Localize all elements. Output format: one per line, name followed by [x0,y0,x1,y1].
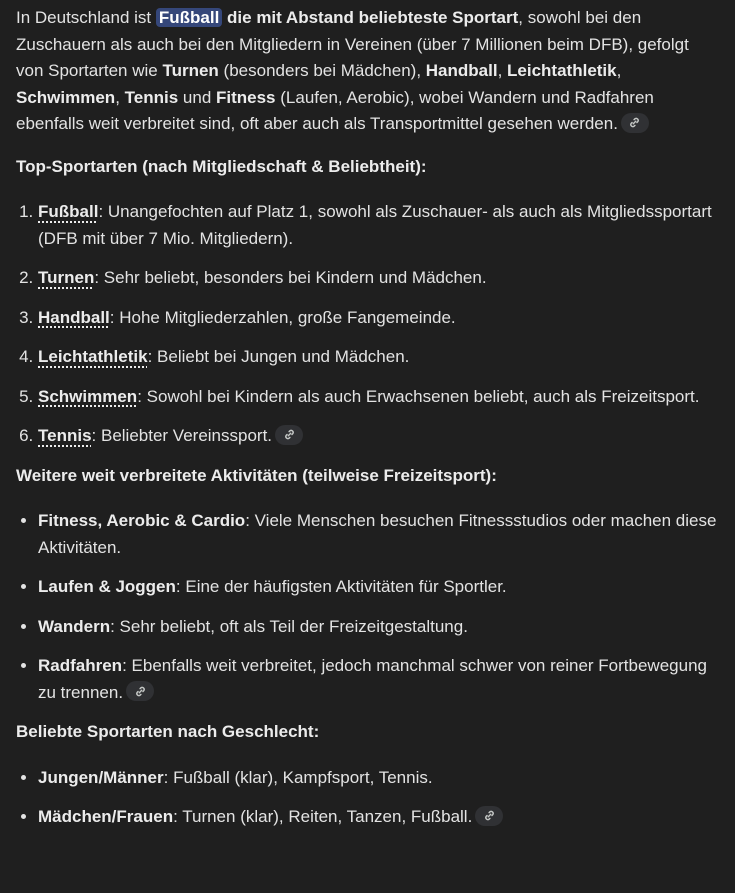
activity-description: : Viele Menschen besuchen Fitnessstudios oder machen diese Aktivitäten. [38,511,717,557]
group-name: Jungen/Männer [38,767,164,787]
source-link-button[interactable] [126,681,154,701]
sport-name[interactable]: Tennis [38,426,92,445]
source-link-button[interactable] [275,425,303,445]
list-item [38,653,719,706]
intro-bold: Turnen [162,61,219,80]
section-heading-other-activities: Weitere weit verbreitete Aktivitäten (teilweise Freizeitsport): [16,465,497,485]
sport-description: : Sowohl bei Kindern als auch Erwachsenen beliebt, auch als Freizeitsport. [137,386,700,406]
link-icon [483,809,496,822]
section-heading-gender: Beliebte Sportarten nach Geschlecht: [16,722,320,741]
other-activities-list [16,508,719,706]
sport-name[interactable]: Fußball [38,202,99,221]
list-item [38,614,719,641]
group-name: Mädchen/Frauen [38,807,174,826]
sport-name[interactable]: Turnen [38,268,95,287]
sport-description: : Beliebter Vereinssport. [91,426,273,445]
activity-name: Wandern [38,616,111,636]
intro-bold: die mit Abstand beliebteste Sportart [222,8,519,27]
list-item [38,508,719,561]
sport-description: : Beliebt bei Jungen und Mädchen. [147,347,410,366]
group-description: : Fußball (klar), Kampfsport, Tennis. [163,767,433,787]
intro-text: , [115,87,125,107]
list-item [38,804,719,831]
list-item [38,265,719,292]
link-icon [283,428,296,441]
group-description: : Turnen (klar), Reiten, Tanzen, Fußball. [173,807,473,826]
intro-text: und [178,87,216,107]
source-link-button[interactable] [621,113,649,133]
source-link-button[interactable] [475,806,503,826]
activity-description: : Sehr beliebt, oft als Teil der Freizeitgestaltung. [110,616,468,636]
list-item [38,305,719,332]
intro-bold: Schwimmen [16,87,116,107]
intro-bold: Leichtathletik [507,61,617,80]
link-icon [628,116,641,129]
intro-text: , sowohl bei den Zuschauern als auch bei den Mitgliedern in Vereinen (über 7 Millionen beim DFB), gefolgt von Sportarten wie [16,8,689,80]
list-item [38,765,719,792]
highlight-fussball[interactable]: Fußball [156,8,222,27]
intro-bold: Fitness [216,87,276,107]
sport-name[interactable]: Handball [38,307,110,327]
activity-description: : Eine der häufigsten Aktivitäten für Sportler. [175,577,507,596]
link-icon [134,685,147,698]
intro-paragraph [16,5,719,138]
sport-description: : Unangefochten auf Platz 1, sowohl als Zuschauer- als auch als Mitgliedssportart (DFB mit über 7 Mio. Mitgliedern). [38,202,712,248]
activity-name: Radfahren [38,656,123,675]
list-item [38,423,719,450]
list-item [38,199,719,252]
gender-list [16,765,719,831]
activity-name: Fitness, Aerobic & Cardio [38,511,246,530]
sport-description: : Hohe Mitgliederzahlen, große Fangemeinde. [109,307,456,327]
activity-description: : Ebenfalls weit verbreitet, jedoch manchmal schwer von reiner Fortbewegung zu trennen. [38,656,707,702]
sport-name[interactable]: Schwimmen [38,386,138,406]
intro-text: In Deutschland ist [16,8,156,27]
activity-name: Laufen & Joggen [38,577,176,596]
intro-bold: Handball [425,61,498,80]
list-item [38,344,719,371]
sport-description: : Sehr beliebt, besonders bei Kindern und Mädchen. [94,268,487,287]
intro-text: (Laufen, Aerobic), wobei Wandern und Radfahren ebenfalls weit verbreitet sind, oft aber auch als Transportmittel gesehen werden. [16,87,654,133]
list-item [38,574,719,601]
intro-bold: Tennis [124,87,179,107]
top-sports-list [16,199,719,450]
intro-text: , [616,61,622,80]
intro-text: (besonders bei Mädchen), [218,61,426,80]
list-item [38,384,719,411]
sport-name[interactable]: Leichtathletik [38,347,148,366]
section-heading-top-sports: Top-Sportarten (nach Mitgliedschaft & Beliebtheit): [16,156,427,176]
intro-text: , [497,61,508,80]
